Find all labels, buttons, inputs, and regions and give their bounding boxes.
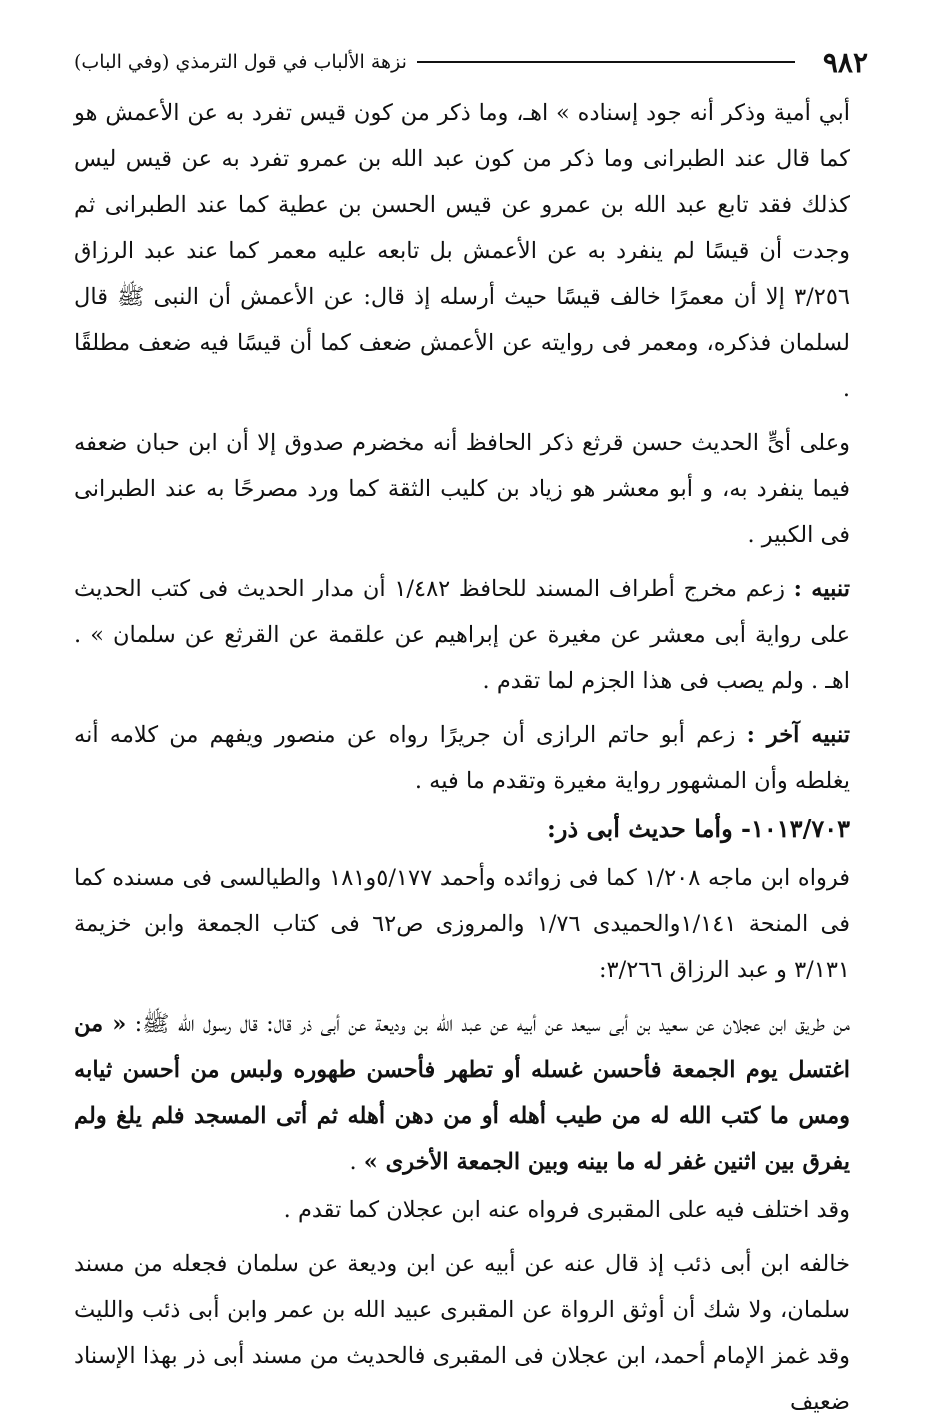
paragraph-2 bbox=[74, 420, 850, 558]
hadith-heading: ١٠١٣/٧٠٣- وأما حديث أبى ذر: bbox=[547, 814, 850, 843]
paragraph-text: زعم مخرج أطراف المسند للحافظ ١/٤٨٢ أن مدار الحديث فى كتب الحديث على رواية أبى معشر عن مغيرة عن إبراهيم عن علقمة عن القرثع عن سلمان » . اهـ . ولم يصب فى هذا الجزم لما تقدم . bbox=[74, 576, 851, 694]
paragraph-text: من طريق ابن عجلان عن سعيد بن أبى سيعد عن أبيه عن عبد الله بن وديعة عن أبى ذر قال: قال رسول الله ﷺ: bbox=[126, 1011, 850, 1037]
note-lead: تنبيه : bbox=[793, 576, 850, 602]
hadith-heading-paragraph bbox=[74, 806, 850, 853]
paragraph-1 bbox=[74, 90, 850, 412]
paragraph-text: وعلى أىٍّ الحديث حسن قرثع ذكر الحافظ أنه مخضرم صدوق إلا أن ابن حبان ضعفه فيما ينفرد به، و أبو معشر هو زياد بن كليب الثقة كما ورد مصرحًا به عند الطبرانى فى الكبير . bbox=[74, 430, 850, 548]
paragraph-text: وقد اختلف فيه على المقبرى فرواه عنه ابن عجلان كما تقدم . bbox=[283, 1197, 850, 1223]
paragraph-text: أبي أمية وذكر أنه جود إسناده » اهـ، وما ذكر من كون قيس تفرد به عن الأعمش هو كما قال عند الطبرانى وما ذكر من كون عبد الله بن عمرو تفرد به عن قيس ليس كذلك فقد تابع عبد الله بن عمرو عن قيس الحسن بن عطية كما عند الطبرانى ثم وجدت أن قيسًا لم ينفرد به عن الأعمش بل تابعه عليه معمر كما عند عبد الرزاق ٣/٢٥٦ إلا أن معمرًا خالف قيسًا حيث أرسله إذ قال: عن الأعمش أن النبى ﷺ قال لسلمان فذكره، ومعمر فى روايته عن الأعمش ضعف كما أن قيسًا فيه ضعف مطلقًا . bbox=[74, 100, 850, 402]
hadith-quote: « من اغتسل يوم الجمعة فأحسن غسله أو تطهر فأحسن طهوره ولبس من أحسن ثيابه ومس ما كتب الله له من طيب أهله أو من دهن أهله ثم أتى المسجد فلم يلغ ولم يفرق بين اثنين غفر له ما بينه وبين الجمعة الأخرى » bbox=[74, 1011, 850, 1175]
page-number: ٩٨٢ bbox=[822, 45, 868, 79]
second-note-paragraph bbox=[74, 712, 850, 804]
paragraph-8 bbox=[74, 1187, 850, 1233]
note-lead: تنبيه آخر : bbox=[746, 722, 850, 748]
page-body bbox=[74, 90, 850, 1425]
note-paragraph bbox=[74, 566, 850, 704]
header-rule bbox=[417, 61, 795, 63]
paragraph-hadith-text bbox=[74, 1001, 850, 1185]
page-header bbox=[74, 40, 868, 84]
paragraph-text: فرواه ابن ماجه ١/٢٠٨ كما فى زوائده وأحمد ٥/١٧٧و١٨١ والطيالسى فى مسنده كما فى المنحة ١/١٤١والحميدى ١/٧٦ والمروزى ص٦٢ فى كتاب الجمعة وابن خزيمة ٣/١٣١ و عبد الرزاق ٣/٢٦٦: bbox=[74, 865, 851, 983]
paragraph-9 bbox=[74, 1241, 850, 1425]
running-title: نزهة الألباب في قول الترمذي (وفي الباب) bbox=[74, 51, 407, 73]
paragraph-sources bbox=[74, 855, 850, 993]
paragraph-text: خالفه ابن أبى ذئب إذ قال عنه عن أبيه عن ابن وديعة عن سلمان فجعله من مسند سلمان، ولا شك أن أوثق الرواة عن المقبرى عبيد الله بن عمر وابن أبى ذئب والليث وقد غمز الإمام أحمد، ابن عجلان فى المقبرى فالحديث من مسند أبى ذر بهذا الإسناد ضعيف bbox=[74, 1251, 850, 1415]
paragraph-text: زعم أبو حاتم الرازى أن جريرًا رواه عن منصور ويفهم من كلامه أنه يغلطه وأن المشهور رواية مغيرة وتقدم ما فيه . bbox=[74, 722, 850, 794]
paragraph-tail: . bbox=[349, 1149, 364, 1175]
